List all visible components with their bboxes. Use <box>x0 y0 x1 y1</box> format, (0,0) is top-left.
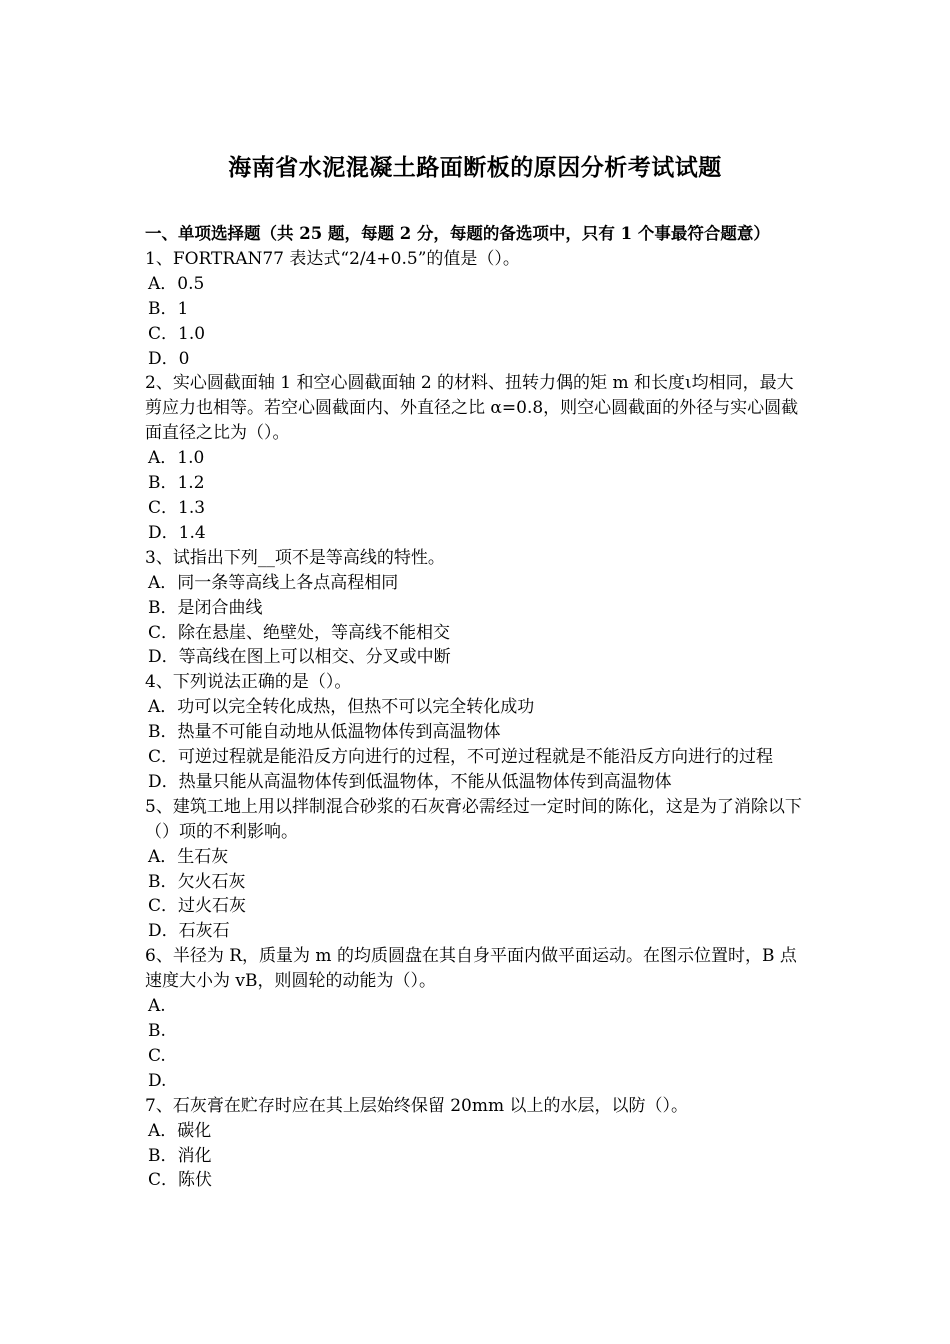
question-stem: 3、试指出下列__项不是等高线的特性。 <box>145 547 445 568</box>
option-b: B．热量不可能自动地从低温物体传到高温物体 <box>148 722 501 743</box>
option-c: C．陈伏 <box>148 1170 213 1191</box>
option-d: D．等高线在图上可以相交、分叉或中断 <box>148 647 451 668</box>
option-d: D．石灰石 <box>148 921 230 942</box>
question-stem: 4、下列说法正确的是（）。 <box>145 672 352 693</box>
option-a: A．碳化 <box>148 1120 212 1141</box>
question-1 <box>145 247 810 372</box>
option-d: D. <box>148 1070 167 1091</box>
option-b: B．消化 <box>148 1145 212 1166</box>
option-c: C．1.0 <box>148 323 206 344</box>
document-body <box>145 222 810 1193</box>
question-2 <box>145 371 810 545</box>
option-b: B．是闭合曲线 <box>148 597 263 618</box>
option-a: A．0.5 <box>148 273 205 294</box>
question-stem: 1、FORTRAN77 表达式“2/4+0.5”的值是（）。 <box>145 248 520 269</box>
question-4 <box>145 670 810 795</box>
option-c: C．除在悬崖、绝壁处，等高线不能相交 <box>148 622 451 643</box>
option-a: A. <box>148 996 166 1017</box>
option-c: C．过火石灰 <box>148 896 247 917</box>
document-title: 海南省水泥混凝土路面断板的原因分析考试试题 <box>228 154 722 181</box>
option-b: B．1.2 <box>148 473 205 494</box>
option-a: A．功可以完全转化成热，但热不可以完全转化成功 <box>148 697 535 718</box>
option-b: B．欠火石灰 <box>148 871 246 892</box>
option-a: A．1.0 <box>148 448 205 469</box>
question-3 <box>145 546 810 671</box>
question-5 <box>145 795 810 944</box>
option-b: B. <box>148 1021 166 1041</box>
section-heading: 一、单项选择题（共 25 题，每题 2 分，每题的备选项中，只有 1 个事最符合题意） <box>145 224 770 243</box>
question-stem: 7、石灰膏在贮存时应在其上层始终保留 20mm 以上的水层，以防（）。 <box>145 1095 688 1116</box>
option-c: C．1.3 <box>148 497 206 518</box>
option-d: D．1.4 <box>148 522 206 543</box>
option-d: D．热量只能从高温物体传到低温物体，不能从低温物体传到高温物体 <box>148 771 672 792</box>
question-6 <box>145 944 810 1093</box>
option-d: D．0 <box>148 348 190 369</box>
option-c: C. <box>148 1045 166 1066</box>
option-b: B．1 <box>148 298 189 319</box>
question-7 <box>145 1094 810 1194</box>
option-a: A．同一条等高线上各点高程相同 <box>148 572 399 593</box>
question-stem: 2、实心圆截面轴 1 和空心圆截面轴 2 的材料、扭转力偶的矩 m 和长度ι均相同，最大剪应力也相等。若空心圆截面内、外直径之比 α=0.8，则空心圆截面的外径与实心圆截面直径之比为（）。 <box>145 373 799 444</box>
question-stem: 5、建筑工地上用以拌制混合砂浆的石灰膏必需经过一定时间的陈化，这是为了消除以下（）项的不利影响。 <box>145 796 802 842</box>
question-stem: 6、半径为 R，质量为 m 的均质圆盘在其自身平面内做平面运动。在图示位置时，B 点速度大小为 vB，则圆轮的动能为（）。 <box>145 946 797 992</box>
option-c: C．可逆过程就是能沿反方向进行的过程，不可逆过程就是不能沿反方向进行的过程 <box>148 747 774 768</box>
option-a: A．生石灰 <box>148 846 229 867</box>
